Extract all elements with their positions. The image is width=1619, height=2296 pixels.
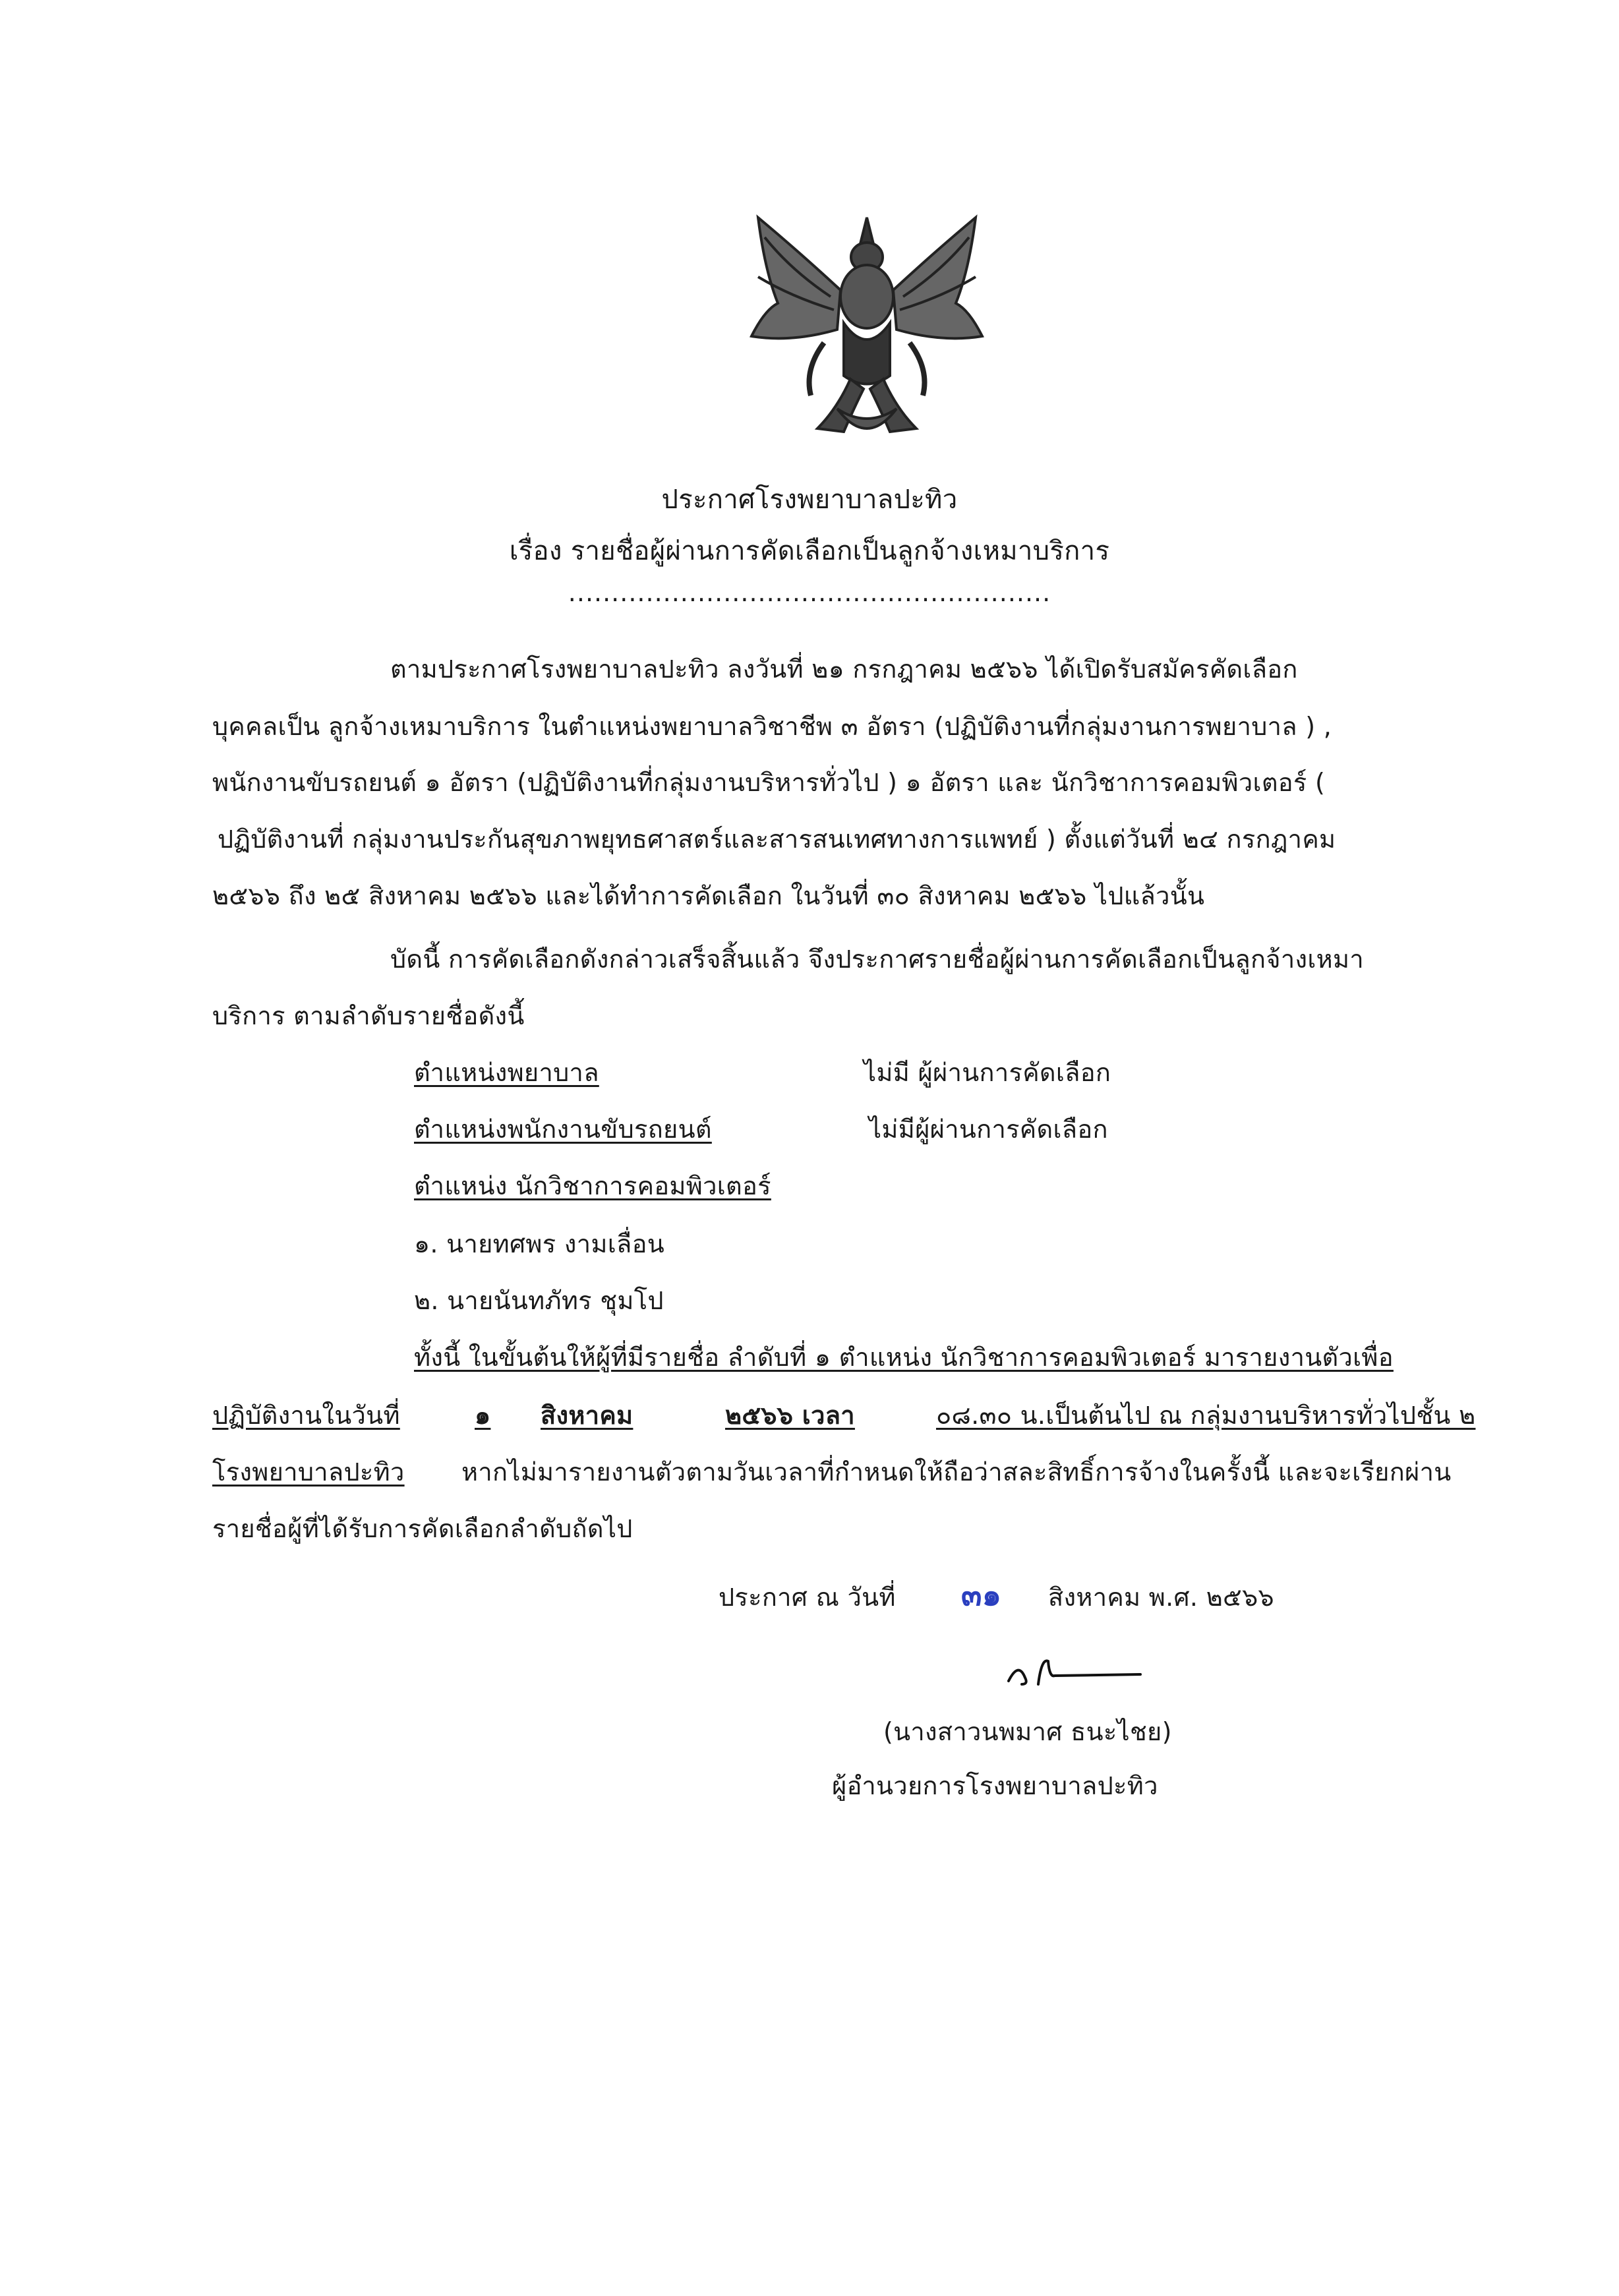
para1-line1: ตามประกาศโรงพยาบาลปะทิว ลงวันที่ ๒๑ กรกฎาคม ๒๕๖๖ ได้เปิดรับสมัครคัดเลือก	[390, 655, 1298, 684]
para3-line3-a: โรงพยาบาลปะทิว	[212, 1457, 405, 1487]
candidate-2: ๒. นายนันทภัทร ชุมโป	[414, 1286, 664, 1315]
para1-line5: ๒๕๖๖ ถึง ๒๕ สิงหาคม ๒๕๖๖ และได้ทำการคัดเลือก ในวันที่ ๓๐ สิงหาคม ๒๕๖๖ ไปแล้วนั้น	[212, 881, 1205, 910]
para3-line4: รายชื่อผู้ที่ได้รับการคัดเลือกลำดับถัดไป	[212, 1514, 633, 1543]
para3-line2-c: สิงหาคม	[541, 1401, 633, 1430]
para3-line2-a: ปฏิบัติงานในวันที่	[212, 1401, 400, 1430]
document-title: ประกาศโรงพยาบาลปะทิว	[661, 485, 958, 515]
para3-line1: ทั้งนี้ ในขั้นต้นให้ผู้ที่มีรายชื่อ ลำดับที่ ๑ ตำแหน่ง นักวิชาการคอมพิวเตอร์ มารายงานตัวเพื่อ	[414, 1343, 1394, 1372]
signature-icon	[1002, 1648, 1147, 1694]
para1-line3: พนักงานขับรถยนต์ ๑ อัตรา (ปฏิบัติงานที่กลุ่มงานบริหารทั่วไป ) ๑ อัตรา และ นักวิชาการคอมพิวเตอร์ (	[212, 768, 1326, 797]
para3-line2-b: ๑	[475, 1401, 491, 1430]
signer-title: ผู้อำนวยการโรงพยาบาลปะทิว	[832, 1771, 1158, 1800]
para1-line4: ปฏิบัติงานที่ กลุ่มงานประกันสุขภาพยุทธศาสตร์และสารสนเทศทางการแพทย์ ) ตั้งแต่วันที่ ๒๔ กรกฎาคม	[218, 825, 1336, 854]
para3-line3-b: หากไม่มารายงานตัวตามวันเวลาที่กำหนดให้ถือว่าสละสิทธิ์การจ้างในครั้งนี้ และจะเรียกผ่าน	[461, 1457, 1452, 1487]
para3-line2-e: ๐๘.๓๐ น.เป็นต้นไป ณ กลุ่มงานบริหารทั่วไปชั้น ๒	[936, 1401, 1476, 1430]
position-driver-result: ไม่มีผู้ผ่านการคัดเลือก	[869, 1115, 1108, 1144]
position-nurse: ตำแหน่งพยาบาล	[414, 1058, 599, 1087]
position-driver: ตำแหน่งพนักงานขับรถยนต์	[414, 1115, 712, 1144]
position-nurse-result: ไม่มี ผู้ผ่านการคัดเลือก	[864, 1058, 1111, 1087]
para3-line2-d: ๒๕๖๖ เวลา	[725, 1401, 855, 1430]
document-subject: เรื่อง รายชื่อผู้ผ่านการคัดเลือกเป็นลูกจ้างเหมาบริการ	[509, 536, 1110, 566]
garuda-emblem-icon	[738, 211, 995, 448]
announce-suffix: สิงหาคม พ.ศ. ๒๕๖๖	[1048, 1583, 1274, 1612]
signer-name: (นางสาวนพมาศ ธนะไชย)	[883, 1717, 1172, 1746]
announce-prefix: ประกาศ ณ วันที่	[719, 1583, 896, 1612]
announce-day-handwritten: ๓๑	[961, 1577, 1002, 1612]
candidate-1: ๑. นายทศพร งามเลื่อน	[414, 1229, 664, 1258]
position-computer: ตำแหน่ง นักวิชาการคอมพิวเตอร์	[414, 1171, 771, 1200]
para1-line2: บุคคลเป็น ลูกจ้างเหมาบริการ ในตำแหน่งพยาบาลวิชาชีพ ๓ อัตรา (ปฏิบัติงานที่กลุ่มงานการพยาบาล ) ,	[212, 712, 1332, 741]
title-divider: ........................................................	[568, 578, 1051, 607]
para2-line1: บัดนี้ การคัดเลือกดังกล่าวเสร็จสิ้นแล้ว จึงประกาศรายชื่อผู้ผ่านการคัดเลือกเป็นลูกจ้างเหมา	[390, 945, 1364, 974]
para2-line2: บริการ ตามลำดับรายชื่อดังนี้	[212, 1001, 525, 1030]
